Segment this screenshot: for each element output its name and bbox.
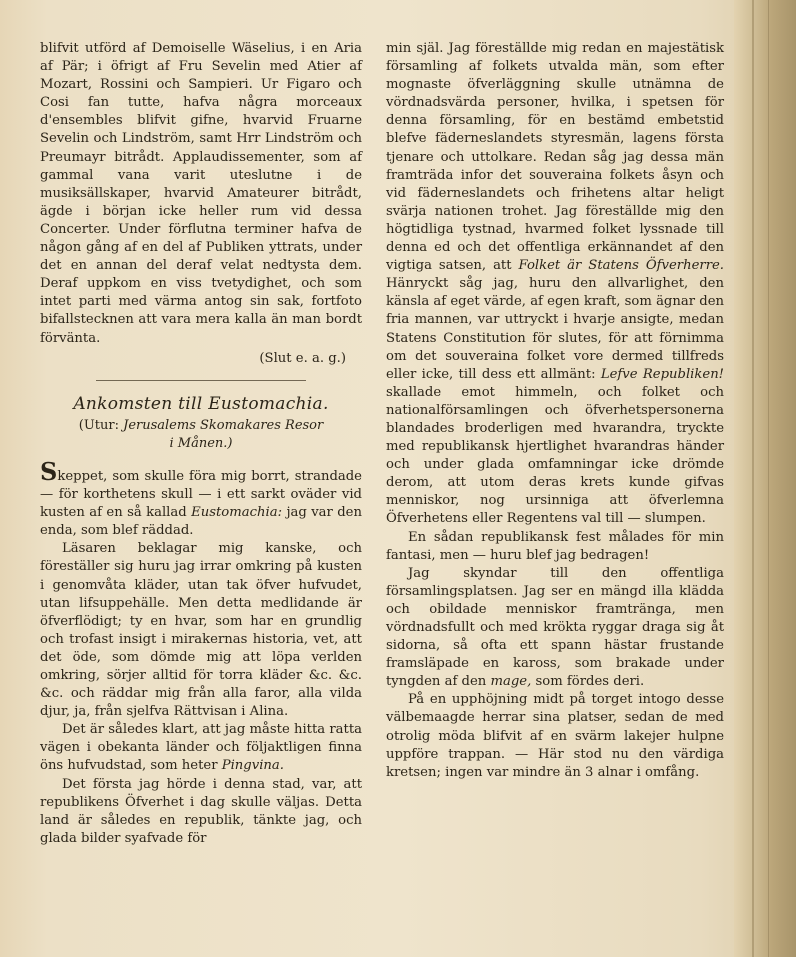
paragraph-1 <box>40 456 362 540</box>
source-prefix: (Utur: <box>78 417 119 433</box>
right-paragraph-2: En sådan republikansk fest målades för min fantasi, men — huru blef jag bedragen! <box>386 529 724 563</box>
left-column <box>40 40 362 848</box>
right-p1-text-c: skallade emot himmeln, och folket och nationalförsamlingen och öfverhetspersonerna blandades broderligen med hvarandra, tryckte med republikansk hjertlighet hvarandras händer och under glada omfamningar icke drömde derom, att utom deras krets kunde gifvas menniskor, nog ursinniga att öfverlemna Öfverhetens eller Regentens val till — slumpen. <box>386 384 724 527</box>
end-note: (Slut e. a. g.) <box>259 350 346 366</box>
right-paragraph-4: På en upphöjning midt på torget intogo desse välbemaagde herrar sina platser, sedan de med otrolig möda blifvit af en svärm lakejer hulpne uppföre trappan. — Här stod nu den värdiga kretsen; ingen var mindre än 3 alnar i omfång. <box>386 692 724 780</box>
right-p3-text-a: Jag skyndar till den offentliga församlingsplatsen. Jag ser en mängd illa klädda och obildade menniskor framtränga, men vördnadsfullt och med krökta ryggar draga sig åt sidorna, så ofta ett spann hästar frustande framsläpade en kaross, som brakade under tyngden af den <box>386 565 724 690</box>
source-title: Jerusalems Skomakares Resor <box>123 417 324 433</box>
right-p1-italic: Folket är Statens Öfverherre. <box>518 258 724 274</box>
paragraph-1-end: jag var den enda, som blef räddad. <box>40 505 362 539</box>
right-p3-italic: mage, <box>490 674 532 690</box>
paragraph-3-italic: Pingvina. <box>221 758 284 774</box>
paragraph-1-italic: Eustomachia: <box>191 505 283 521</box>
right-p1-text-a: min själ. Jag föreställde mig redan en majestätisk församling af folkets utvalda män, som efter mognaste öfverläggning skulle utnämna de vördnadsvärda personer, hvilka, i spetsen för denna församling, för en bestämd embetstid blefve fäderneslandets styresmän, lagens första tjenare och uttolkare. Redan såg jag dessa män framträda infor det souveraina folkets åsyn och vid fäderneslandets och frihetens altar heligt svärja nationen trohet. Jag föreställde mig den högtidliga tystnad, hvarmed folket lyssnade till denna ed och det offentliga erkännandet af den vigtiga satsen, att <box>386 41 724 274</box>
right-p3-text-b: som fördes deri. <box>535 674 645 690</box>
book-binding-edge <box>734 0 796 957</box>
paragraph-3-text: Det är således klart, att jag måste hitta ratta vägen i obekanta länder och följaktligen finna öns hufvudstad, som heter <box>40 722 362 774</box>
continuation-paragraph: blifvit utförd af Demoiselle Wäselius, i en Aria af Pär; i öfrigt af Fru Sevelin med Atier af Mozart, Rossini och Sampieri. Ur Figaro och Cosi fan tutte, hafva några morceaux d'ensembles blifvit gifne, hvarvid Fruarne Sevelin och Lindström, samt Hrr Lindström och Preumayr bitrådt. Applaudissementer, som af gammal vana varit uteslutne i de musiksällskaper, hvarvid Amateurer bitrådt, ägde i början icke heller rum vid dessa Concerter. Under förflutna terminer hafva de någon gång af en del af Publiken yttrats, under det en annan del deraf velat nedtysta dem. Deraf uppkom en viss tvetydighet, och som intet parti med värma antog sin sak, fortfoto bifallstecknen att vara mera kalla än man bordt förvänta. <box>40 41 362 346</box>
drop-cap: S <box>40 456 58 486</box>
right-p1-text-b: Hänryckt såg jag, huru den allvarlighet, den känsla af eget värde, af egen kraft, som ägnar den fria mannen, var uttryckt i hvarje ansigte, medan Statens Constitution för slutes, för att förnimma om det souveraina folket vore dermed tillfreds eller icke, till dess ett allmänt: <box>386 276 724 382</box>
right-p1-italic-2: Lefve Republiken! <box>600 366 724 382</box>
paragraph-3 <box>40 721 362 775</box>
source-title-2: i Månen.) <box>169 435 233 451</box>
article-title: Ankomsten till Eustomachia. <box>73 393 329 414</box>
paragraph-2: Läsaren beklagar mig kanske, och föreställer sig huru jag irrar omkring på kusten i genomvåta kläder, utan tak öfver hufvudet, utan lifsuppehälle. Men detta medlidande är öfverflödigt; ty en hvar, som har en grundlig och trofast insigt i mirakernas historia, vet, att det öde, som dömde mig att löpa verlden omkring, sörjer alltid för torra kläder &c. &c. &c. och räddar mig från alla faror, alla vilda djur, ja, från sjelfva Rättvisan i Alina. <box>40 541 362 720</box>
paragraph-4: Det första jag hörde i denna stad, var, att republikens Öfverhet i dag skulle väljas. Detta land är således en republik, tänkte jag, och glada bilder syafvade för <box>40 776 362 846</box>
right-paragraph-3 <box>386 565 724 692</box>
section-divider <box>96 380 306 381</box>
paragraph-1-text: keppet, som skulle föra mig borrt, strandade — för korthetens skull — i ett sarkt oväder vid kusten af en så kallad <box>40 468 362 521</box>
right-paragraph-1 <box>386 40 724 529</box>
article-source <box>40 417 362 453</box>
right-column <box>386 40 724 782</box>
